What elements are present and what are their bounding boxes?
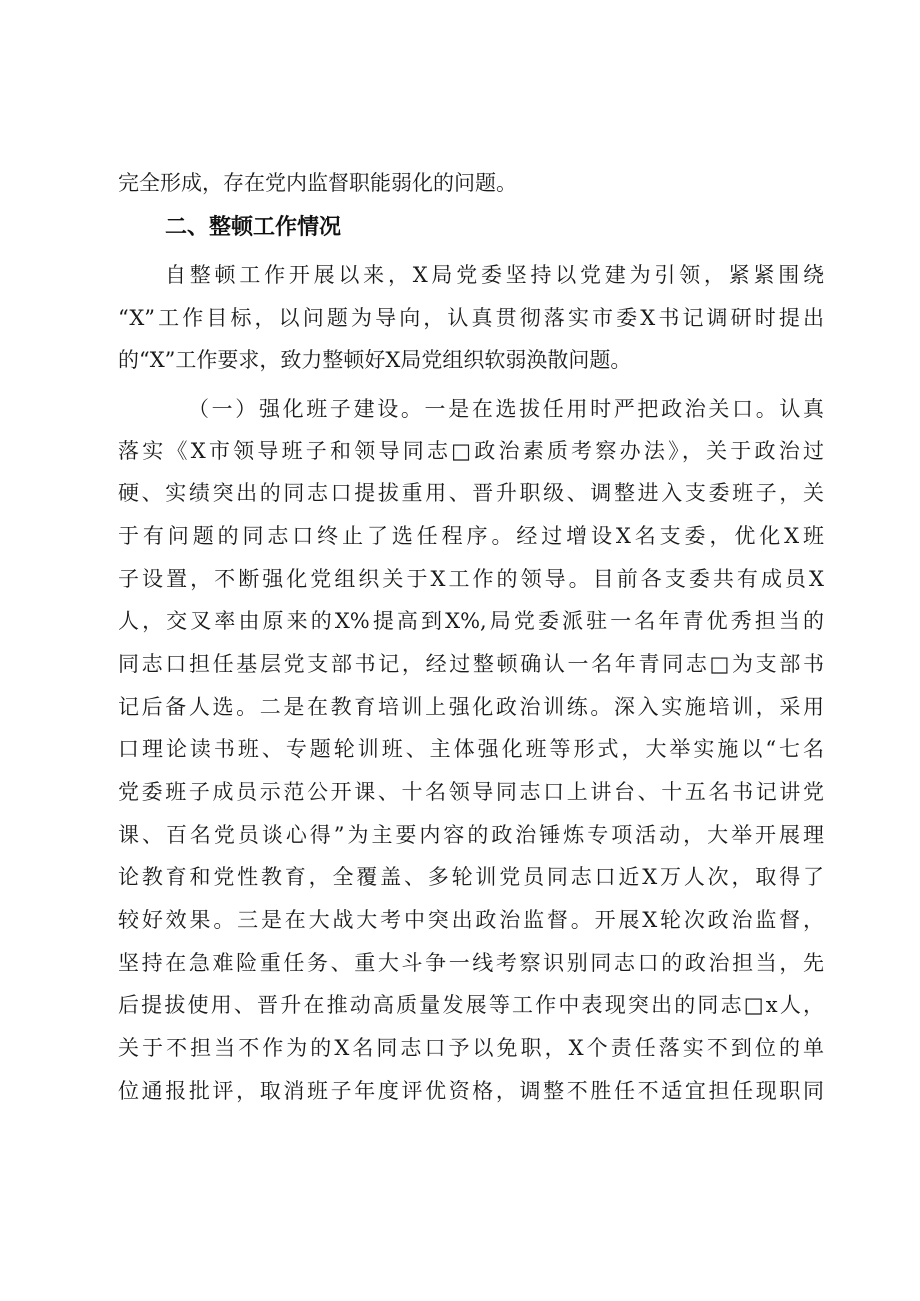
text-line: 完全形成，存在党内监督职能弱化的问题。 (118, 171, 517, 195)
text-line: 人，交叉率由原来的X%提高到X%,局党委派驻一名年青优秀担当的 (118, 609, 824, 633)
text-line: 党委班子成员示范公开课、十名领导同志口上讲台、十五名书记讲党 (118, 780, 824, 804)
text-line: “X”工作目标，以问题为导向，认真贯彻落实市委X书记调研时提出 (118, 306, 824, 330)
text-line: 于有问题的同志口终止了选任程序。经过增设X名支委，优化X班 (118, 524, 824, 548)
text-line: 课、百名党员谈心得”为主要内容的政治锤炼专项活动，大举开展理 (118, 823, 824, 847)
text-line: 自整顿工作开展以来，X局党委坚持以党建为引领，紧紧围绕 (165, 263, 824, 287)
text-line: （一）强化班子建设。一是在选拔任用时严把政治关口。认真 (188, 397, 824, 421)
text-line: 坚持在急难险重任务、重大斗争一线考察识别同志口的政治担当，先 (118, 951, 824, 975)
text-line: 后提拔使用、晋升在推动高质量发展等工作中表现突出的同志□x人， (118, 993, 824, 1017)
text-line: 同志口担任基层党支部书记，经过整顿确认一名年青同志□为支部书 (118, 652, 824, 676)
text-line: 硬、实绩突出的同志口提拔重用、晋升职级、调整进入支委班子，关 (118, 481, 824, 505)
text-line: 位通报批评，取消班子年度评优资格，调整不胜任不适宜担任现职同 (118, 1079, 824, 1103)
text-line: 口理论读书班、专题轮训班、主体强化班等形式，大举实施以“七名 (118, 737, 824, 761)
text-line: 落实《X市领导班子和领导同志□政治素质考察办法》，关于政治过 (118, 439, 824, 463)
text-line: 论教育和党性教育，全覆盖、多轮训党员同志口近X万人次，取得了 (118, 865, 824, 889)
text-line: 较好效果。三是在大战大考中突出政治监督。开展X轮次政治监督， (118, 908, 824, 932)
section-heading: 二、整顿工作情况 (165, 215, 342, 240)
text-line: 子设置，不断强化党组织关于X工作的领导。目前各支委共有成员X (118, 567, 824, 591)
text-line: 的“X”工作要求，致力整顿好X局党组织软弱涣散问题。 (118, 348, 632, 372)
text-line: 关于不担当不作为的X名同志口予以免职，X个责任落实不到位的单 (118, 1036, 824, 1060)
text-line: 记后备人选。二是在教育培训上强化政治训练。深入实施培训，采用 (118, 695, 824, 719)
